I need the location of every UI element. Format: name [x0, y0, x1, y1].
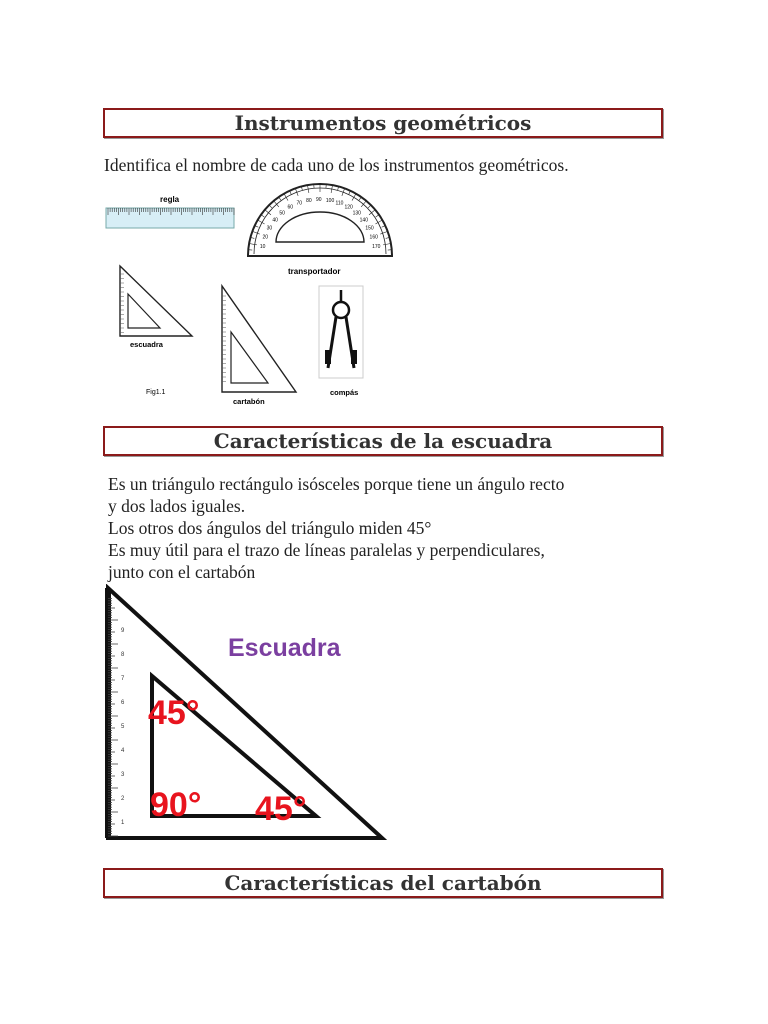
protractor-tick-label: 50	[279, 210, 285, 217]
text-line: y dos lados iguales.	[108, 496, 246, 516]
protractor-tick-label: 90	[316, 197, 322, 203]
ruler-number: 2	[121, 796, 125, 802]
protractor-tick-label: 120	[344, 204, 353, 211]
angle-45-bottom: 45°	[255, 790, 307, 828]
instruments-figure	[100, 182, 400, 412]
ruler-number: 4	[121, 748, 125, 754]
ruler-number: 6	[121, 700, 125, 706]
escuadra-figure-title: Escuadra	[228, 634, 341, 662]
heading-text: Instrumentos geométricos	[234, 111, 532, 135]
escuadra-description	[108, 473, 668, 583]
ruler-drawing	[106, 208, 234, 228]
escuadra-figure	[100, 584, 400, 844]
protractor-tick-label: 70	[296, 200, 303, 207]
angle-45-top: 45°	[148, 694, 200, 732]
instruments-illustration	[100, 182, 400, 412]
heading-text: Características de la escuadra	[213, 429, 553, 453]
fig-caption: Fig1.1	[146, 389, 166, 396]
text-line: Los otros dos ángulos del triángulo miden 45°	[108, 518, 432, 538]
ruler-number: 7	[121, 676, 125, 682]
escuadra-label: escuadra	[130, 340, 163, 349]
section-heading-escuadra	[103, 426, 663, 456]
intro-paragraph: Identifica el nombre de cada uno de los instrumentos geométricos.	[104, 155, 569, 175]
ruler-number: 3	[121, 772, 125, 778]
protractor-drawing	[248, 184, 392, 256]
text-line: junto con el cartabón	[108, 562, 256, 582]
compas-label: compás	[330, 388, 359, 397]
ruler-number: 1	[121, 820, 125, 826]
protractor-tick-label: 130	[352, 210, 361, 217]
section-heading-cartabon	[103, 868, 663, 898]
escuadra-illustration	[100, 584, 400, 844]
protractor-tick-label: 80	[306, 197, 312, 204]
angle-90: 90°	[150, 786, 202, 824]
protractor-tick-label: 150	[365, 225, 374, 232]
protractor-tick-label: 100	[325, 197, 335, 204]
ruler-number: 9	[121, 628, 125, 634]
protractor-tick-label: 170	[372, 244, 381, 251]
ruler-number: 8	[121, 652, 125, 658]
protractor-tick-label: 20	[262, 234, 268, 241]
heading-text: Características del cartabón	[224, 871, 542, 895]
compass-drawing	[319, 286, 363, 378]
protractor-tick-label: 60	[287, 204, 294, 211]
protractor-tick-label: 110	[335, 200, 344, 207]
protractor-tick-label: 140	[359, 217, 369, 224]
protractor-tick-label: 10	[259, 244, 266, 251]
cartabon-drawing	[222, 286, 296, 392]
regla-label: regla	[160, 195, 180, 204]
section-heading-instrumentos	[103, 108, 663, 138]
ruler-number: 5	[121, 724, 125, 730]
text-line: Es muy útil para el trazo de líneas paralelas y perpendiculares,	[108, 540, 545, 560]
protractor-tick-label: 160	[369, 234, 378, 241]
protractor-tick-label: 40	[272, 217, 278, 224]
escuadra-small-drawing	[120, 266, 192, 336]
transportador-label: transportador	[288, 267, 341, 276]
cartabon-label: cartabón	[233, 397, 265, 406]
protractor-tick-label: 30	[266, 225, 273, 232]
text-line: Es un triángulo rectángulo isósceles porque tiene un ángulo recto	[108, 474, 565, 494]
